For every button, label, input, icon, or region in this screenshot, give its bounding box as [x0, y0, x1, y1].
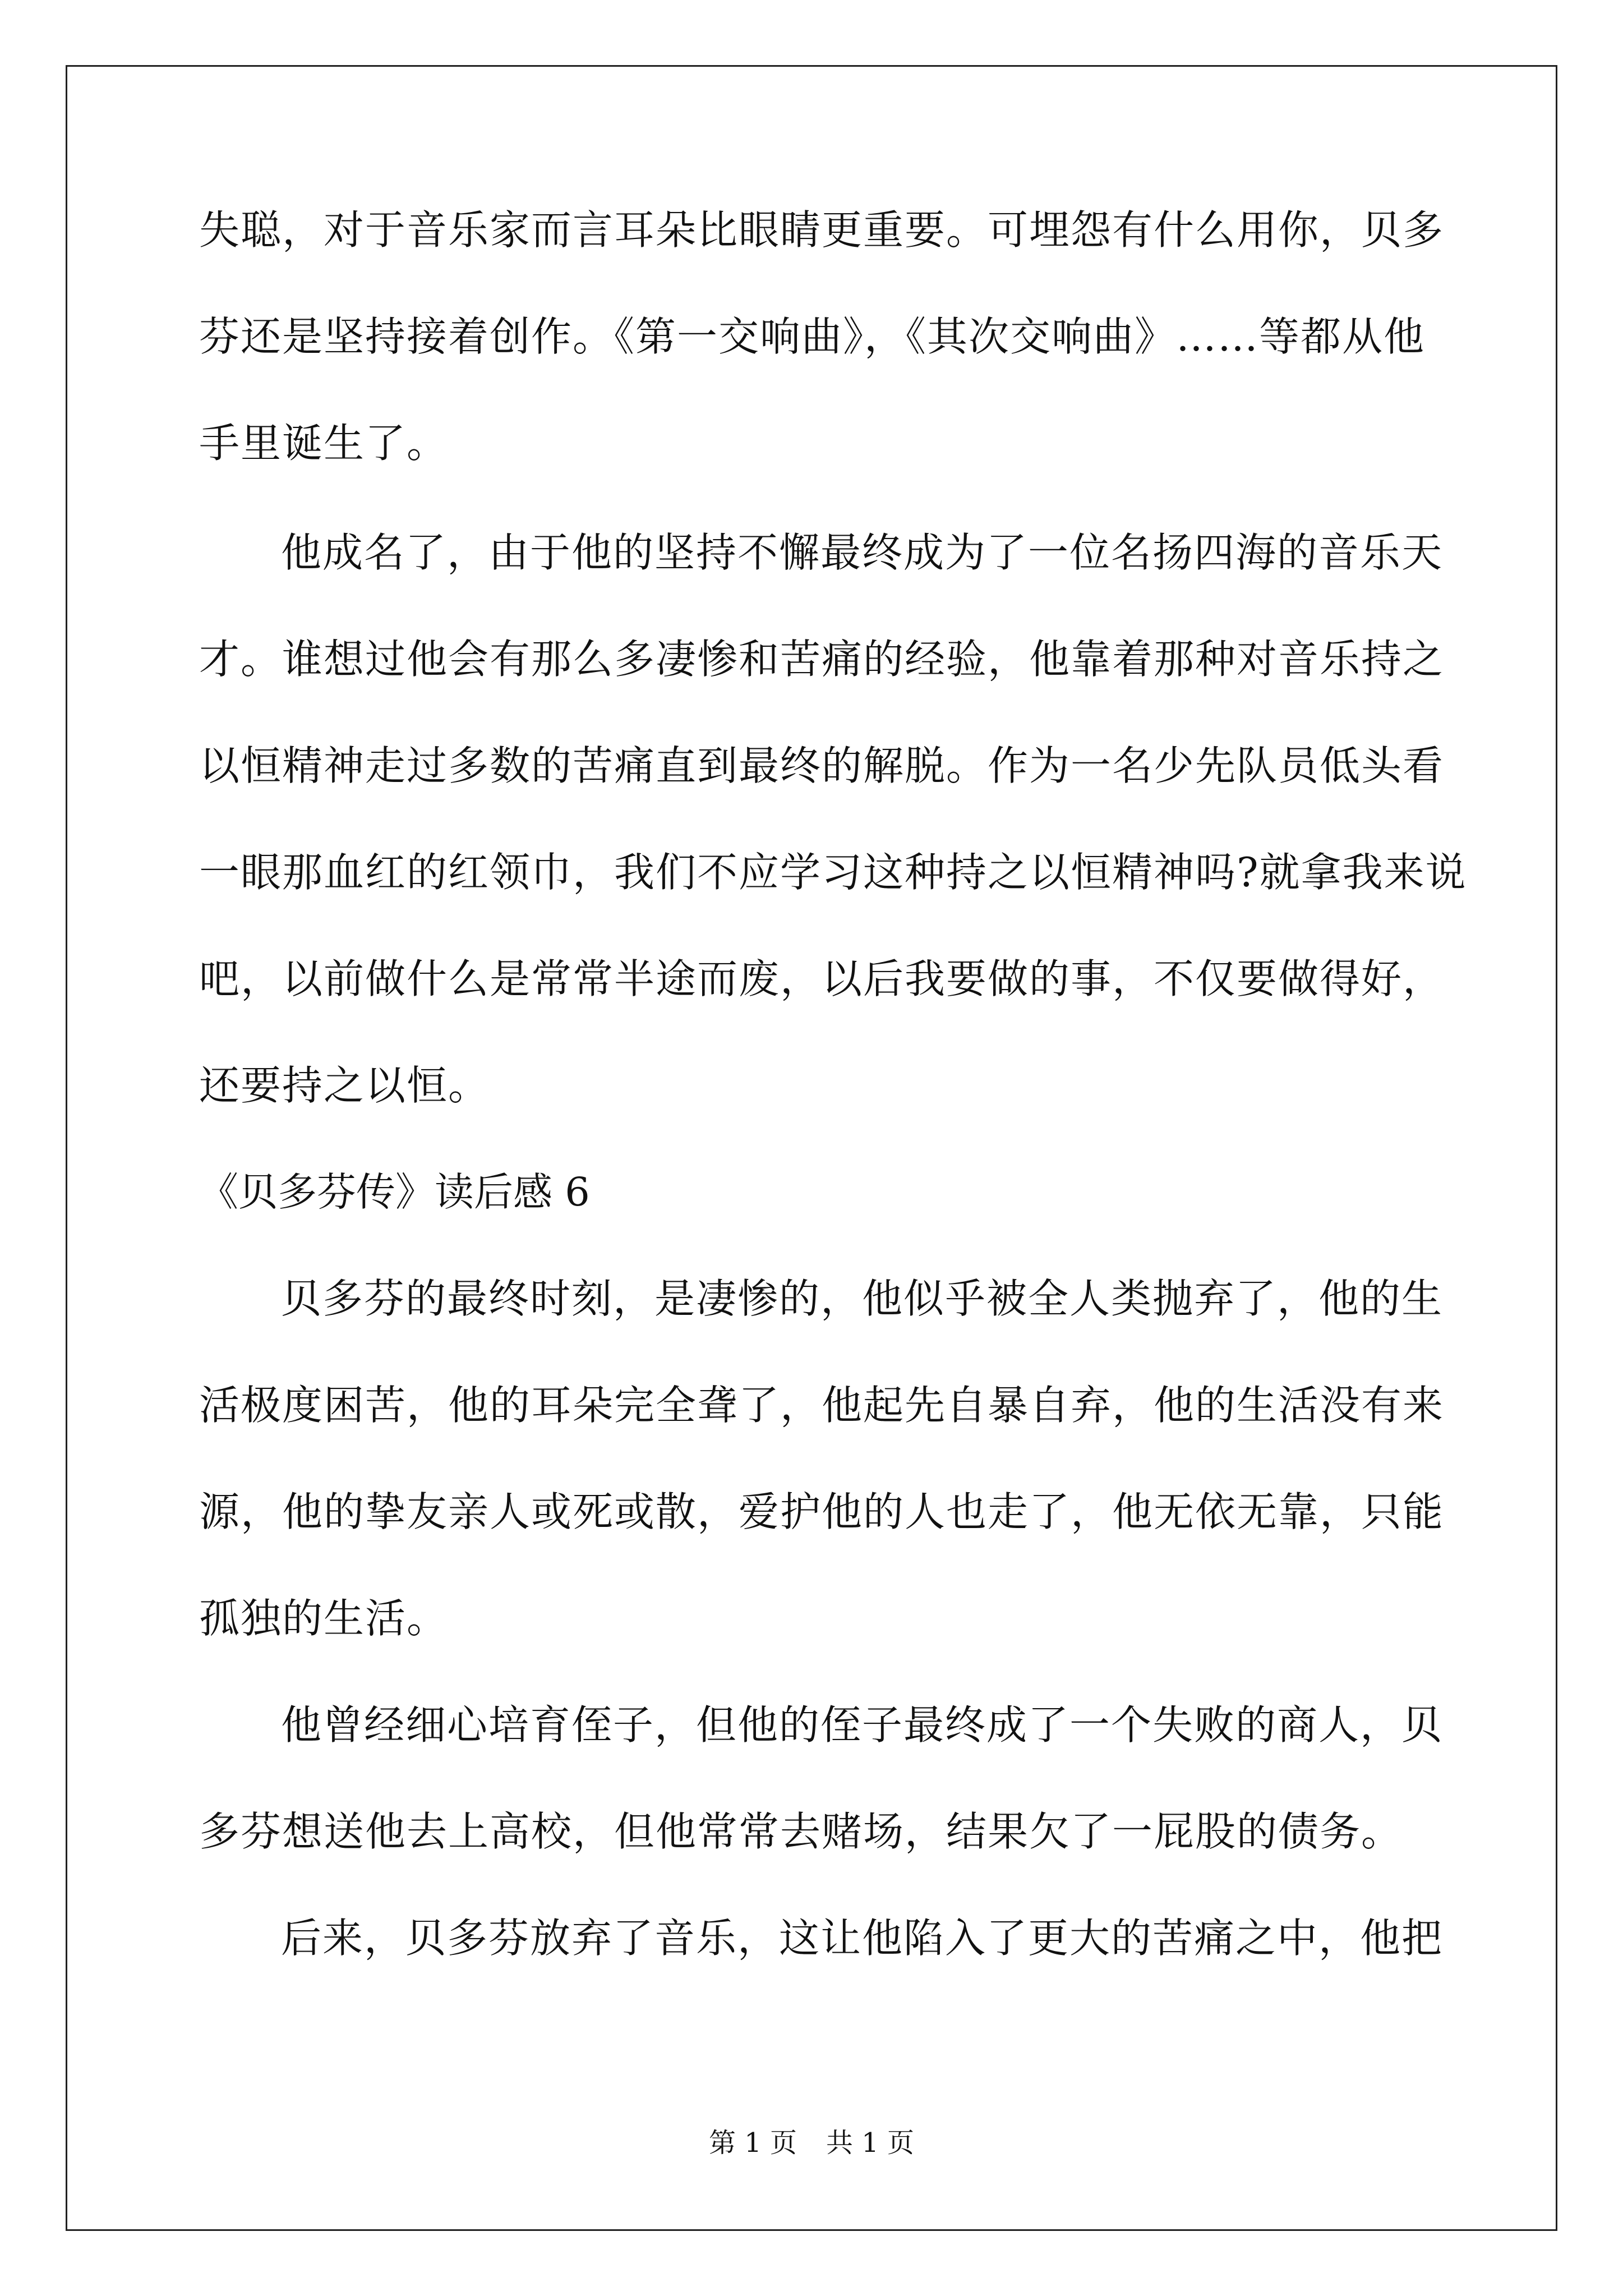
text-line: 还要持之以恒。: [199, 1062, 490, 1109]
text-line: 孤独的生活。: [199, 1595, 449, 1642]
text-line: 才。谁想过他会有那么多凄惨和苦痛的经验，他靠着那种对音乐持之: [199, 636, 1445, 683]
page-footer: [0, 2126, 1623, 2160]
page-border: [66, 65, 1557, 2231]
section-heading: 《贝多芬传》读后感 6: [199, 1169, 590, 1215]
text-line: 一眼那血红的红领巾，我们不应学习这种持之以恒精神吗?就拿我来说: [199, 849, 1467, 896]
text-line: 吧，以前做什么是常常半途而废，以后我要做的事，不仅要做得好，: [199, 955, 1445, 1002]
text-line: 后来，贝多芬放弃了音乐，这让他陷入了更大的苦痛之中，他把: [281, 1915, 1444, 1962]
text-line: 多芬想送他去上高校，但他常常去赌场，结果欠了一屁股的债务。: [199, 1808, 1403, 1855]
text-line: 贝多芬的最终时刻，是凄惨的，他似乎被全人类抛弃了，他的生: [281, 1275, 1444, 1322]
text-line: 以恒精神走过多数的苦痛直到最终的解脱。作为一名少先队员低头看: [199, 742, 1445, 789]
text-line: 他成名了，由于他的坚持不懈最终成为了一位名扬四海的音乐天: [281, 529, 1444, 576]
text-line: 源，他的挚友亲人或死或散，爱护他的人也走了，他无依无靠，只能: [199, 1488, 1445, 1535]
page-number-total: 共 1 页: [826, 2127, 915, 2159]
text-line: 他曾经细心培育侄子，但他的侄子最终成了一个失败的商人，贝: [281, 1701, 1444, 1749]
text-line: 活极度困苦，他的耳朵完全聋了，他起先自暴自弃，他的生活没有来: [199, 1382, 1445, 1429]
text-line: 失聪，对于音乐家而言耳朵比眼睛更重要。可埋怨有什么用你，贝多: [199, 206, 1445, 254]
text-line: 手里诞生了。: [199, 420, 449, 467]
text-line: 芬还是坚持接着创作。《第一交响曲》，《其次交响曲》……等都从他: [199, 313, 1426, 360]
page-number-current: 第 1 页: [708, 2127, 797, 2159]
